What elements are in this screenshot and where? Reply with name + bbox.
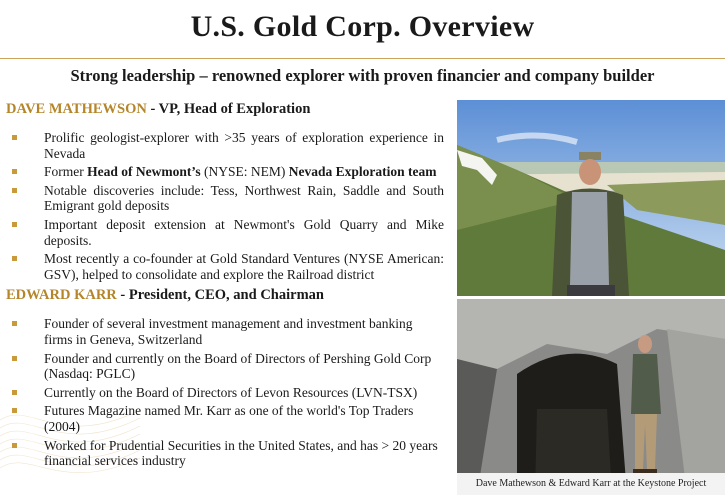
bullet-item: Currently on the Board of Directors of Levon Resources (LVN-TSX) [6, 385, 444, 401]
bullet-item: Former Head of Newmont’s (NYSE: NEM) Nevada Exploration team [6, 164, 444, 180]
slide-subtitle: Strong leadership – renowned explorer with proven financier and company builder [70, 66, 655, 85]
person1-heading [6, 100, 444, 118]
person2-name: EDWARD KARR [6, 287, 117, 304]
photo-caption: Dave Mathewson & Edward Karr at the Keystone Project [457, 473, 725, 495]
person1-bullets [6, 130, 444, 282]
bullet-item: Important deposit extension at Newmont's Gold Quarry and Mike deposits. [6, 217, 444, 248]
photo-dave-mathewson [457, 100, 725, 296]
bullet-item: Prolific geologist-explorer with >35 years of exploration experience in Nevada [6, 130, 444, 161]
bullet-item: Founder of several investment management and investment banking firms in Geneva, Switzerland [6, 316, 444, 347]
person2-heading [6, 286, 444, 304]
person1-role: - VP, Head of Exploration [146, 101, 311, 117]
bullet-item: Worked for Prudential Securities in the United States, and has > 20 years financial services industry [6, 438, 444, 469]
slide-title: U.S. Gold Corp. Overview [190, 10, 535, 43]
leadership-text [6, 100, 444, 472]
bullet-item: Founder and currently on the Board of Directors of Pershing Gold Corp (Nasdaq: PGLC) [6, 351, 444, 382]
bullet-item: Futures Magazine named Mr. Karr as one of the world's Top Traders (2004) [6, 403, 444, 434]
title-divider [0, 58, 725, 59]
bullet-item: Most recently a co-founder at Gold Standard Ventures (NYSE American: GSV), helped to consolidate and explore the Railroad district [6, 251, 444, 282]
person1-name: DAVE MATHEWSON [6, 101, 147, 117]
person2-bullets [6, 316, 444, 468]
photo-keystone-project [457, 299, 725, 495]
bullet-item: Notable discoveries include: Tess, Northwest Rain, Saddle and South Emigrant gold deposits [6, 183, 444, 214]
person2-role: - President, CEO, and Chairman [116, 287, 324, 304]
